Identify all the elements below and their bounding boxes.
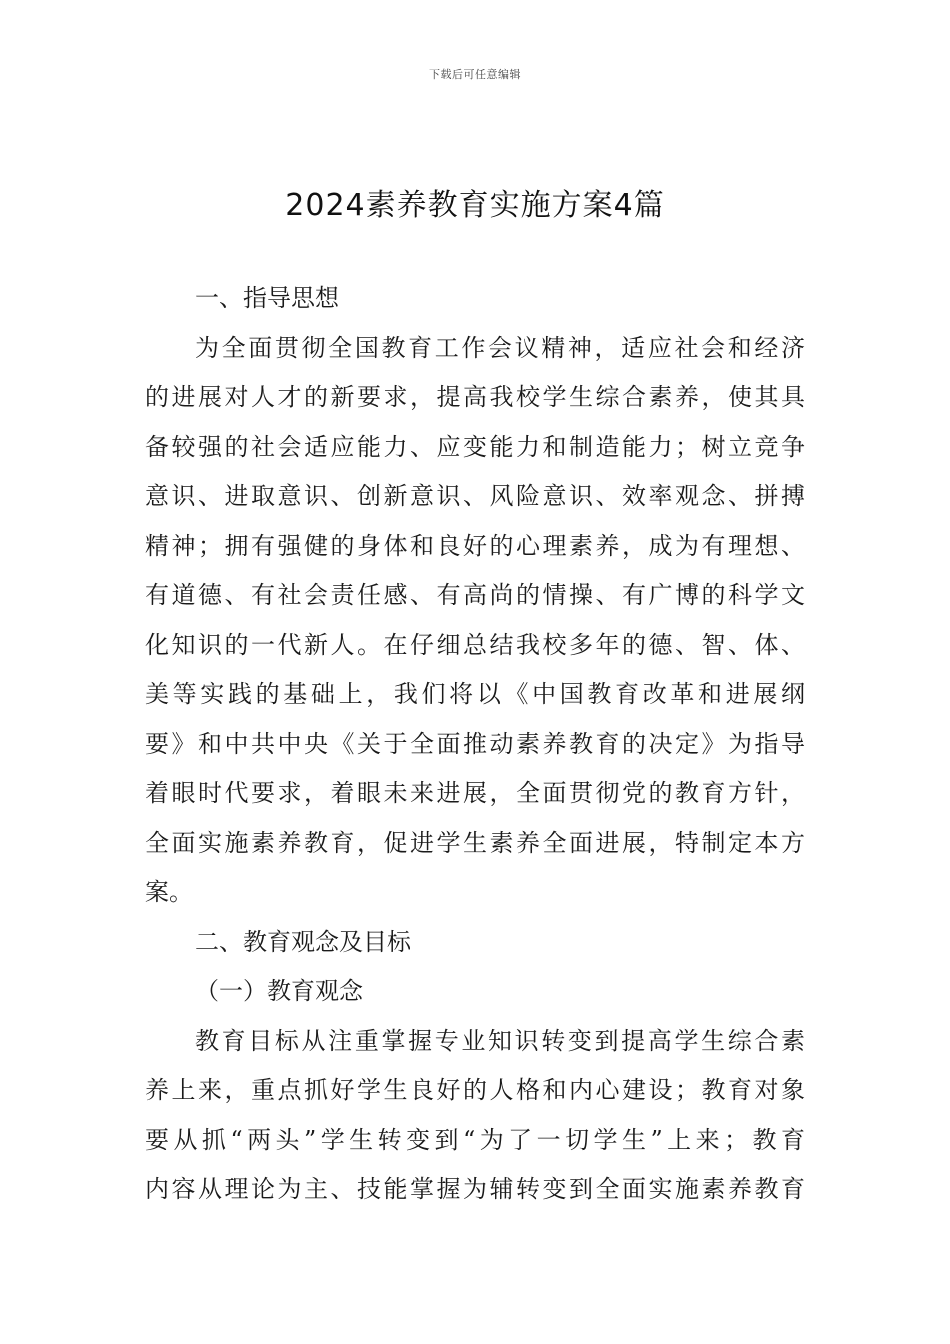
text-line: 案。 bbox=[145, 878, 193, 906]
text-line: 为全面贯彻全国教育工作会议精神，适应社会和经济 bbox=[195, 333, 805, 362]
text-line: 着眼时代要求，着眼未来进展，全面贯彻党的教育方针， bbox=[145, 779, 805, 807]
text-line: 全面实施素养教育，促进学生素养全面进展，特制定本方 bbox=[145, 828, 805, 857]
text-line: 教育目标从注重掌握专业知识转变到提高学生综合素 bbox=[195, 1026, 805, 1055]
text-line: 精神；拥有强健的身体和良好的心理素养，成为有理想、 bbox=[145, 531, 805, 560]
text-line: 要从抓“两头”学生转变到“为了一切学生”上来；教育 bbox=[145, 1125, 805, 1154]
text-line: 美等实践的基础上，我们将以《中国教育改革和进展纲 bbox=[145, 680, 805, 708]
document-body bbox=[145, 274, 805, 1215]
text-line: 要》和中共中央《关于全面推动素养教育的决定》为指导 bbox=[145, 729, 805, 758]
text-line: 养上来，重点抓好学生良好的人格和内心建设；教育对象 bbox=[145, 1076, 805, 1104]
text-line: 的进展对人才的新要求，提高我校学生综合素养，使其具 bbox=[145, 383, 805, 411]
header-note: 下载后可任意编辑 bbox=[429, 68, 521, 81]
text-line: 备较强的社会适应能力、应变能力和制造能力；树立竞争 bbox=[145, 432, 805, 461]
text-line: 化知识的一代新人。在仔细总结我校多年的德、智、体、 bbox=[145, 630, 805, 659]
text-line: 有道德、有社会责任感、有高尚的情操、有广博的科学文 bbox=[145, 581, 805, 609]
text-line: 意识、进取意识、创新意识、风险意识、效率观念、拼搏 bbox=[145, 482, 805, 510]
document-title: 2024素养教育实施方案4篇 bbox=[285, 188, 665, 223]
section-heading: 二、教育观念及目标 bbox=[195, 927, 411, 956]
section-heading: （一）教育观念 bbox=[195, 977, 363, 1005]
text-line: 内容从理论为主、技能掌握为辅转变到全面实施素养教育 bbox=[145, 1175, 805, 1203]
section-heading: 一、指导思想 bbox=[195, 284, 339, 312]
